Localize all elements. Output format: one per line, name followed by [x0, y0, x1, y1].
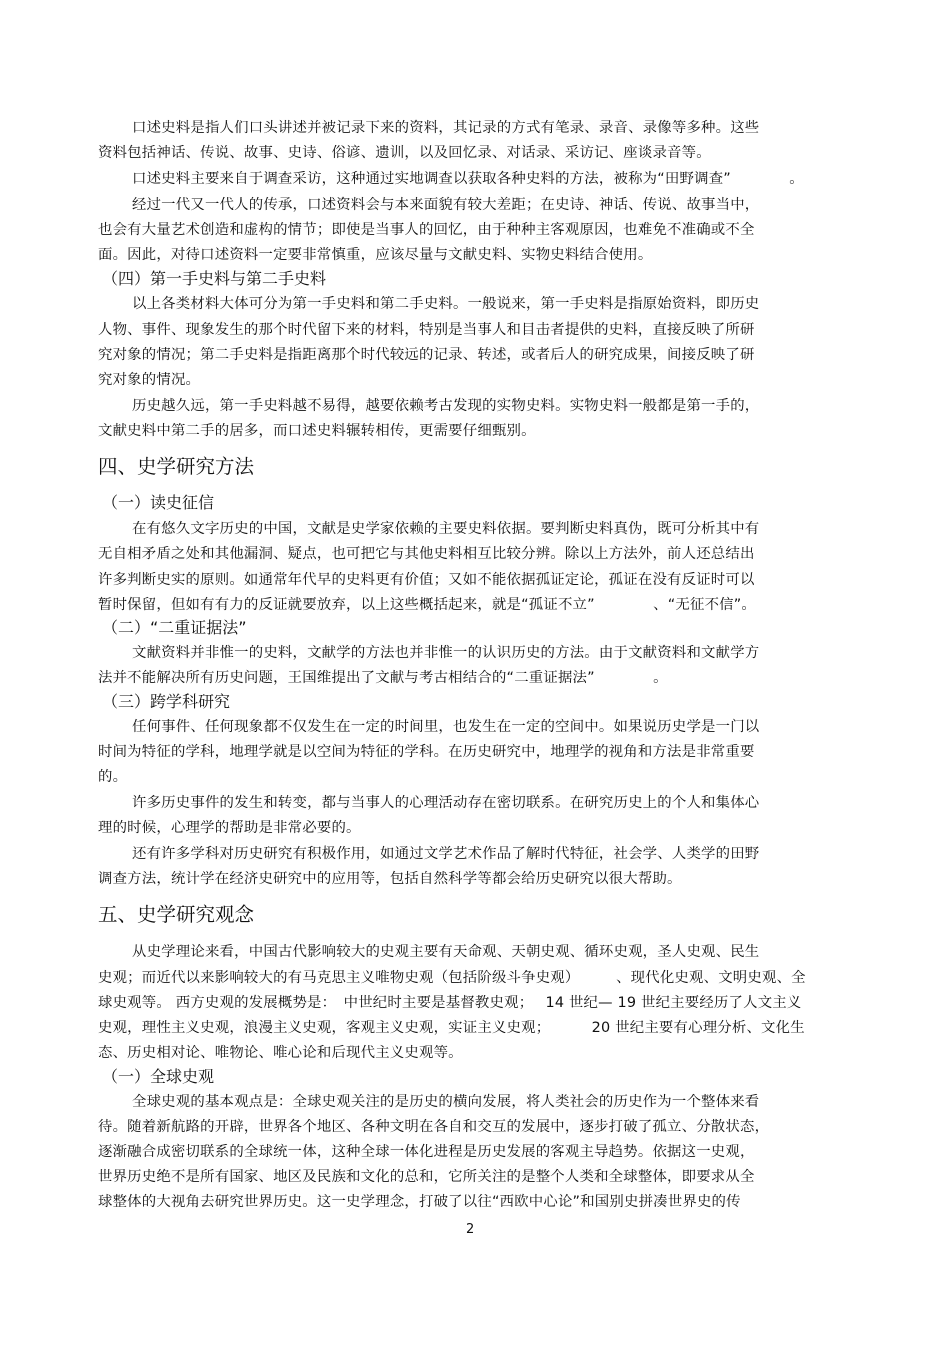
text-line: 面。因此，对待口述资料一定要非常慎重，应该尽量与文献史料、实物史料结合使用。	[98, 247, 653, 263]
subsection-heading: （四）第一手史料与第二手史料	[102, 269, 327, 288]
subsection-heading: （三）跨学科研究	[102, 692, 231, 711]
text-line: 口述史料是指人们口头讲述并被记录下来的资料，其记录的方式有笔录、录音、录像等多种。这些	[132, 120, 760, 136]
text-line: 逐渐融合成密切联系的全球统一体，这种全球一体化进程是历史发展的客观主导趋势。依据这一史观，	[98, 1144, 755, 1160]
subsection-heading: （一）读史征信	[102, 493, 215, 512]
text-line: 文献资料并非惟一的史料，文献学的方法也并非惟一的认识历史的方法。由于文献资料和文献学方	[132, 645, 760, 661]
section-heading: 四、史学研究方法	[98, 455, 255, 478]
text-line: 全球史观的基本观点是：全球史观关注的是历史的横向发展，将人类社会的历史作为一个整体来看	[132, 1094, 760, 1110]
subsection-heading: （一）全球史观	[102, 1067, 215, 1086]
text-line: 世界历史绝不是所有国家、地区及民族和文化的总和，它所关注的是整个人类和全球整体，即要求从全	[98, 1169, 755, 1185]
section-heading: 五、史学研究观念	[98, 903, 255, 926]
text-line: 无自相矛盾之处和其他漏洞、疑点，也可把它与其他史料相互比较分辨。除以上方法外，前人还总结出	[98, 546, 755, 562]
text-line: 从史学理论来看，中国古代影响较大的史观主要有天命观、天朝史观、循环史观，圣人史观、民生	[132, 944, 760, 960]
text-line: 在有悠久文字历史的中国，文献是史学家依赖的主要史料依据。要判断史料真伪，既可分析其中有	[132, 521, 760, 537]
text-line: 态、历史相对论、唯物论、唯心论和后现代主义史观等。	[98, 1045, 463, 1061]
text-line: 经过一代又一代人的传承，口述资料会与本来面貌有较大差距；在史诗、神话、传说、故事当中，	[132, 197, 760, 213]
text-line: 口述史料主要来自于调查采访，这种通过实地调查以获取各种史料的方法，被称为“田野调查” 。	[132, 171, 804, 187]
text-line: 究对象的情况；第二手史料是指距离那个时代较远的记录、转述，或者后人的研究成果，间接反映了研	[98, 347, 755, 363]
text-line: 时间为特征的学科，地理学就是以空间为特征的学科。在历史研究中，地理学的视角和方法是非常重要	[98, 744, 755, 760]
text-line: 以上各类材料大体可分为第一手史料和第二手史料。一般说来，第一手史料是指原始资料，即历史	[132, 296, 760, 312]
text-line: 史观；而近代以来影响较大的有马克思主义唯物史观（包括阶级斗争史观） 、现代化史观、文明史观、全	[98, 970, 806, 986]
text-line: 史观，理性主义史观，浪漫主义史观，客观主义史观，实证主义史观； 20 世纪主要有心理分析、文化生	[98, 1020, 805, 1036]
text-line: 许多判断史实的原则。如通常年代早的史料更有价值；又如不能依据孤证定论，孤证在没有反证时可以	[98, 572, 755, 588]
subsection-heading: （二）“二重证据法”	[102, 618, 247, 637]
text-line: 究对象的情况。	[98, 372, 201, 388]
text-line: 资料包括神话、传说、故事、史诗、俗谚、遗训，以及回忆录、对话录、采访记、座谈录音等。	[98, 145, 711, 161]
text-line: 历史越久远，第一手史料越不易得，越要依赖考古发现的实物史料。实物史料一般都是第一手的，	[132, 398, 760, 414]
text-line: 球史观等。 西方史观的发展概势是： 中世纪时主要是基督教史观； 14 世纪— 19 世纪主要经历了人文主义	[98, 995, 802, 1011]
text-line: 球整体的大视角去研究世界历史。这一史学理念，打破了以往“西欧中心论”和国别史拼凑世界史的传	[98, 1194, 741, 1210]
text-line: 也会有大量艺术创造和虚构的情节；即使是当事人的回忆，由于种种主客观原因，也难免不准确或不全	[98, 222, 755, 238]
text-line: 人物、事件、现象发生的那个时代留下来的材料，特别是当事人和目击者提供的史料，直接反映了所研	[98, 322, 755, 338]
text-line: 暂时保留，但如有有力的反证就要放弃，以上这些概括起来，就是“孤证不立” 、“无征不信”。	[98, 597, 757, 613]
text-line: 任何事件、任何现象都不仅发生在一定的时间里，也发生在一定的空间中。如果说历史学是一门以	[132, 719, 760, 735]
text-line: 法并不能解决所有历史问题，王国维提出了文献与考古相结合的“二重证据法” 。	[98, 670, 668, 686]
page-number: 2	[466, 1222, 475, 1237]
text-line: 许多历史事件的发生和转变，都与当事人的心理活动存在密切联系。在研究历史上的个人和集体心	[132, 795, 760, 811]
text-line: 待。随着新航路的开辟，世界各个地区、各种文明在各自和交互的发展中，逐步打破了孤立、分散状态，	[98, 1119, 770, 1135]
text-line: 文献史料中第二手的居多，而口述史料辗转相传，更需要仔细甄别。	[98, 423, 536, 439]
text-line: 还有许多学科对历史研究有积极作用，如通过文学艺术作品了解时代特征，社会学、人类学的田野	[132, 846, 760, 862]
text-line: 的。	[98, 769, 128, 785]
text-line: 调查方法，统计学在经济史研究中的应用等，包括自然科学等都会给历史研究以很大帮助。	[98, 871, 682, 887]
text-line: 理的时候，心理学的帮助是非常必要的。	[98, 820, 361, 836]
